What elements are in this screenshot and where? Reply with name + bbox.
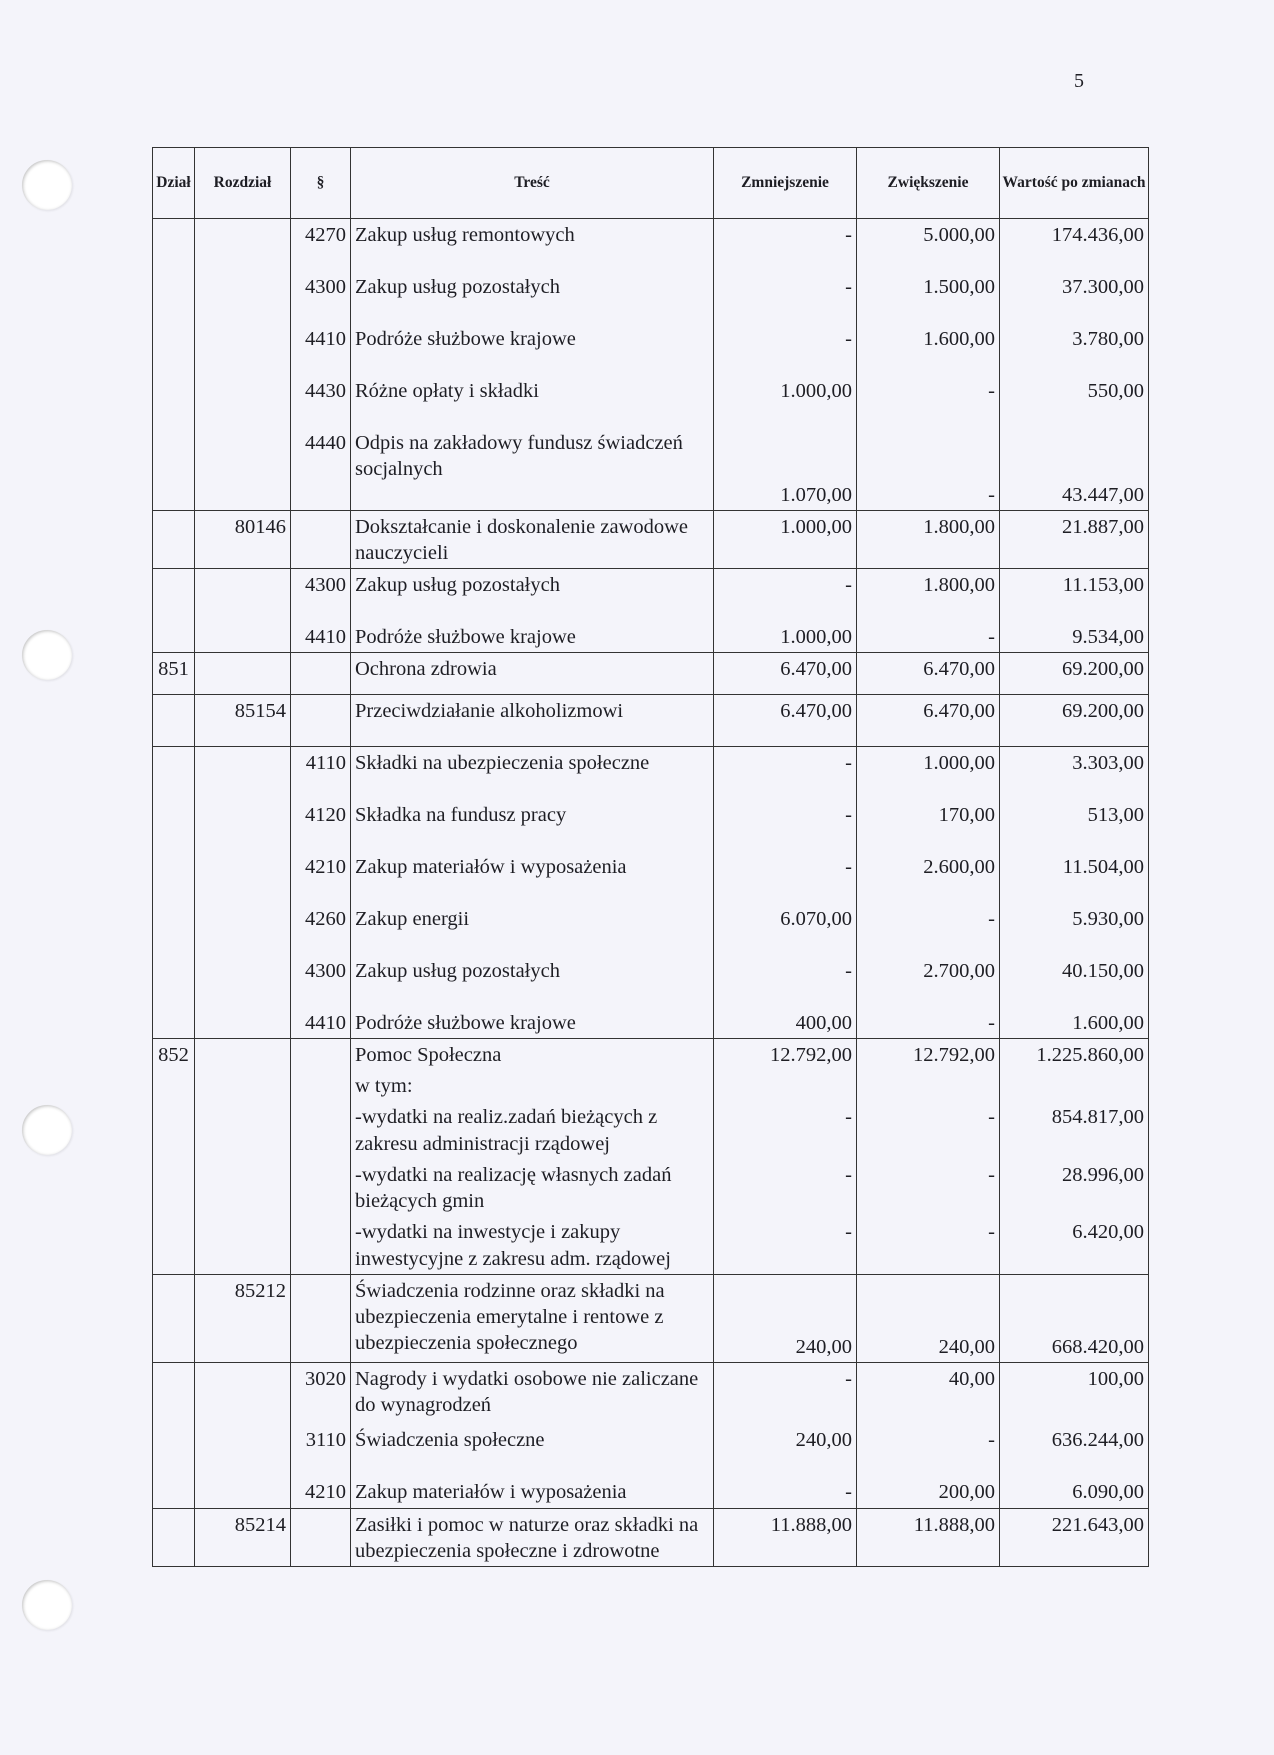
cell-zwi: 11.888,00	[857, 1508, 1000, 1566]
table-row	[153, 1007, 1149, 1039]
cell-paragraf: 3110	[291, 1424, 351, 1476]
cell-zmn: -	[714, 1362, 857, 1424]
cell-zmn: -	[714, 955, 857, 1007]
cell-zwi: -	[857, 1007, 1000, 1039]
cell-tresc: Zakup usług remontowych	[351, 219, 714, 271]
cell-wart: 668.420,00	[1000, 1274, 1149, 1362]
cell-paragraf	[291, 1070, 351, 1101]
cell-dzial	[153, 1508, 195, 1566]
cell-paragraf	[291, 1216, 351, 1274]
table-row	[153, 1274, 1149, 1362]
cell-rozdzial	[195, 1362, 291, 1424]
cell-tresc: Podróże służbowe krajowe	[351, 323, 714, 375]
cell-zmn: -	[714, 1216, 857, 1274]
cell-wart: 37.300,00	[1000, 271, 1149, 323]
cell-dzial	[153, 375, 195, 427]
cell-paragraf: 4300	[291, 955, 351, 1007]
cell-paragraf: 4110	[291, 747, 351, 799]
cell-zwi: -	[857, 903, 1000, 955]
cell-zwi: 1.500,00	[857, 271, 1000, 323]
table-row	[153, 375, 1149, 427]
table-row	[153, 653, 1149, 695]
cell-rozdzial	[195, 323, 291, 375]
cell-rozdzial	[195, 427, 291, 511]
cell-wart: 1.225.860,00	[1000, 1038, 1149, 1070]
cell-zwi: -	[857, 427, 1000, 511]
cell-wart: 43.447,00	[1000, 427, 1149, 511]
cell-zmn: -	[714, 1159, 857, 1216]
cell-zmn	[714, 1070, 857, 1101]
cell-paragraf: 4270	[291, 219, 351, 271]
cell-paragraf	[291, 695, 351, 747]
cell-dzial	[153, 1476, 195, 1508]
table-row	[153, 511, 1149, 569]
cell-dzial	[153, 1274, 195, 1362]
cell-zwi	[857, 1070, 1000, 1101]
cell-zmn: 6.070,00	[714, 903, 857, 955]
cell-rozdzial	[195, 569, 291, 621]
cell-rozdzial	[195, 1159, 291, 1216]
table-row	[153, 1362, 1149, 1424]
cell-dzial	[153, 1159, 195, 1216]
cell-rozdzial	[195, 955, 291, 1007]
cell-tresc: Nagrody i wydatki osobowe nie zaliczane do wynagrodzeń	[351, 1362, 714, 1424]
header-paragraf: §	[291, 148, 351, 219]
cell-dzial	[153, 323, 195, 375]
cell-zwi: -	[857, 1159, 1000, 1216]
cell-tresc: Zasiłki i pomoc w naturze oraz składki na ubezpieczenia społeczne i zdrowotne	[351, 1508, 714, 1566]
cell-paragraf: 4430	[291, 375, 351, 427]
cell-zmn: 1.000,00	[714, 621, 857, 653]
cell-zwi: -	[857, 1216, 1000, 1274]
cell-zmn: -	[714, 569, 857, 621]
cell-paragraf: 4440	[291, 427, 351, 511]
punch-hole-middle	[22, 630, 72, 680]
cell-zmn: -	[714, 799, 857, 851]
cell-rozdzial	[195, 621, 291, 653]
cell-zmn: -	[714, 219, 857, 271]
cell-tresc: -wydatki na realiz.zadań bieżących z zakresu administracji rządowej	[351, 1101, 714, 1158]
cell-rozdzial	[195, 1216, 291, 1274]
cell-zwi: -	[857, 621, 1000, 653]
cell-tresc: Składka na fundusz pracy	[351, 799, 714, 851]
table-row	[153, 1508, 1149, 1566]
cell-zmn: 240,00	[714, 1424, 857, 1476]
cell-dzial	[153, 903, 195, 955]
cell-wart: 40.150,00	[1000, 955, 1149, 1007]
table-header-row	[153, 148, 1149, 219]
cell-tresc: Zakup materiałów i wyposażenia	[351, 851, 714, 903]
table-row	[153, 903, 1149, 955]
cell-tresc: Odpis na zakładowy fundusz świadczeń socjalnych	[351, 427, 714, 511]
cell-zwi: 1.600,00	[857, 323, 1000, 375]
table-row	[153, 955, 1149, 1007]
cell-rozdzial	[195, 903, 291, 955]
cell-rozdzial: 85214	[195, 1508, 291, 1566]
cell-paragraf: 4210	[291, 851, 351, 903]
cell-wart: 854.817,00	[1000, 1101, 1149, 1158]
cell-wart: 100,00	[1000, 1362, 1149, 1424]
cell-dzial	[153, 1070, 195, 1101]
cell-rozdzial	[195, 271, 291, 323]
cell-zmn: 400,00	[714, 1007, 857, 1039]
cell-dzial	[153, 799, 195, 851]
table-row	[153, 427, 1149, 511]
cell-wart: 9.534,00	[1000, 621, 1149, 653]
cell-wart: 5.930,00	[1000, 903, 1149, 955]
cell-dzial	[153, 621, 195, 653]
punch-hole-top	[22, 160, 72, 210]
cell-zwi: 200,00	[857, 1476, 1000, 1508]
cell-paragraf	[291, 653, 351, 695]
cell-wart: 636.244,00	[1000, 1424, 1149, 1476]
cell-zmn: 6.470,00	[714, 653, 857, 695]
punch-hole-bottom	[22, 1580, 72, 1630]
cell-zmn: 6.470,00	[714, 695, 857, 747]
table-row	[153, 799, 1149, 851]
cell-rozdzial	[195, 375, 291, 427]
cell-tresc: Podróże służbowe krajowe	[351, 621, 714, 653]
cell-paragraf	[291, 1274, 351, 1362]
cell-wart: 28.996,00	[1000, 1159, 1149, 1216]
cell-wart: 11.153,00	[1000, 569, 1149, 621]
cell-dzial	[153, 851, 195, 903]
cell-zwi: 1.800,00	[857, 569, 1000, 621]
cell-tresc: Zakup materiałów i wyposażenia	[351, 1476, 714, 1508]
cell-tresc: Zakup usług pozostałych	[351, 271, 714, 323]
cell-wart: 21.887,00	[1000, 511, 1149, 569]
cell-dzial	[153, 511, 195, 569]
table-row	[153, 271, 1149, 323]
cell-rozdzial: 85154	[195, 695, 291, 747]
cell-zwi: 1.800,00	[857, 511, 1000, 569]
cell-rozdzial: 85212	[195, 1274, 291, 1362]
cell-dzial	[153, 1424, 195, 1476]
cell-dzial	[153, 569, 195, 621]
cell-zmn: 12.792,00	[714, 1038, 857, 1070]
cell-zwi: 1.000,00	[857, 747, 1000, 799]
table-row	[153, 851, 1149, 903]
cell-dzial	[153, 1216, 195, 1274]
cell-dzial	[153, 955, 195, 1007]
cell-dzial	[153, 1007, 195, 1039]
cell-zmn: -	[714, 851, 857, 903]
cell-rozdzial	[195, 799, 291, 851]
header-tresc: Treść	[351, 148, 714, 219]
cell-paragraf: 4260	[291, 903, 351, 955]
header-rozdzial: Rozdział	[195, 148, 291, 219]
cell-tresc: -wydatki na inwestycje i zakupy inwestycyjne z zakresu adm. rządowej	[351, 1216, 714, 1274]
header-zmniejszenie: Zmniejszenie	[714, 148, 857, 219]
cell-dzial: 851	[153, 653, 195, 695]
cell-paragraf	[291, 1159, 351, 1216]
cell-dzial	[153, 1362, 195, 1424]
table-row	[153, 1476, 1149, 1508]
cell-dzial	[153, 427, 195, 511]
cell-tresc: Pomoc Społeczna	[351, 1038, 714, 1070]
cell-zmn: 1.070,00	[714, 427, 857, 511]
cell-tresc: w tym:	[351, 1070, 714, 1101]
cell-wart: 550,00	[1000, 375, 1149, 427]
cell-paragraf	[291, 511, 351, 569]
cell-dzial	[153, 1101, 195, 1158]
cell-rozdzial	[195, 653, 291, 695]
cell-zwi: 40,00	[857, 1362, 1000, 1424]
cell-zmn: 1.000,00	[714, 375, 857, 427]
table-row	[153, 219, 1149, 271]
cell-tresc: Zakup energii	[351, 903, 714, 955]
cell-dzial	[153, 695, 195, 747]
cell-tresc: Dokształcanie i doskonalenie zawodowe nauczycieli	[351, 511, 714, 569]
cell-zmn: -	[714, 271, 857, 323]
cell-rozdzial	[195, 1424, 291, 1476]
cell-paragraf: 4120	[291, 799, 351, 851]
cell-rozdzial	[195, 851, 291, 903]
header-wartosc: Wartość po zmianach	[1000, 148, 1149, 219]
cell-zwi: -	[857, 1424, 1000, 1476]
cell-zmn: 240,00	[714, 1274, 857, 1362]
cell-rozdzial	[195, 747, 291, 799]
cell-zwi: -	[857, 375, 1000, 427]
cell-wart	[1000, 1070, 1149, 1101]
cell-tresc: Zakup usług pozostałych	[351, 955, 714, 1007]
punch-hole-lower	[22, 1105, 72, 1155]
cell-zmn: -	[714, 1101, 857, 1158]
cell-paragraf	[291, 1508, 351, 1566]
cell-zmn: -	[714, 323, 857, 375]
cell-wart: 3.780,00	[1000, 323, 1149, 375]
cell-zwi: 6.470,00	[857, 695, 1000, 747]
cell-paragraf	[291, 1101, 351, 1158]
cell-wart: 3.303,00	[1000, 747, 1149, 799]
table-row	[153, 1070, 1149, 1101]
table-row	[153, 1216, 1149, 1274]
cell-tresc: Przeciwdziałanie alkoholizmowi	[351, 695, 714, 747]
page-number: 5	[1074, 70, 1084, 92]
cell-dzial	[153, 271, 195, 323]
cell-paragraf: 4410	[291, 1007, 351, 1039]
cell-tresc: Składki na ubezpieczenia społeczne	[351, 747, 714, 799]
cell-wart: 513,00	[1000, 799, 1149, 851]
cell-rozdzial	[195, 219, 291, 271]
cell-zmn: 1.000,00	[714, 511, 857, 569]
cell-zwi: 240,00	[857, 1274, 1000, 1362]
cell-dzial: 852	[153, 1038, 195, 1070]
cell-dzial	[153, 747, 195, 799]
table-row	[153, 621, 1149, 653]
cell-wart: 11.504,00	[1000, 851, 1149, 903]
cell-tresc: Świadczenia społeczne	[351, 1424, 714, 1476]
budget-table	[152, 147, 1149, 1567]
cell-zwi: 5.000,00	[857, 219, 1000, 271]
cell-tresc: Ochrona zdrowia	[351, 653, 714, 695]
cell-zwi: 6.470,00	[857, 653, 1000, 695]
cell-zwi: 170,00	[857, 799, 1000, 851]
cell-paragraf: 4300	[291, 569, 351, 621]
table-row	[153, 1424, 1149, 1476]
cell-zmn: -	[714, 1476, 857, 1508]
table-row	[153, 695, 1149, 747]
cell-wart: 69.200,00	[1000, 653, 1149, 695]
cell-rozdzial	[195, 1038, 291, 1070]
cell-rozdzial	[195, 1101, 291, 1158]
cell-wart: 6.090,00	[1000, 1476, 1149, 1508]
cell-paragraf: 4210	[291, 1476, 351, 1508]
cell-wart: 1.600,00	[1000, 1007, 1149, 1039]
cell-tresc: Różne opłaty i składki	[351, 375, 714, 427]
cell-tresc: -wydatki na realizację własnych zadań bieżących gmin	[351, 1159, 714, 1216]
cell-wart: 6.420,00	[1000, 1216, 1149, 1274]
cell-paragraf: 4410	[291, 323, 351, 375]
table-row	[153, 1101, 1149, 1158]
cell-paragraf	[291, 1038, 351, 1070]
cell-tresc: Świadczenia rodzinne oraz składki na ubezpieczenia emerytalne i rentowe z ubezpieczenia społecznego	[351, 1274, 714, 1362]
cell-rozdzial	[195, 1476, 291, 1508]
table-row	[153, 569, 1149, 621]
cell-zmn: 11.888,00	[714, 1508, 857, 1566]
cell-dzial	[153, 219, 195, 271]
cell-tresc: Podróże służbowe krajowe	[351, 1007, 714, 1039]
cell-paragraf: 4300	[291, 271, 351, 323]
header-zwiekszenie: Zwiększenie	[857, 148, 1000, 219]
cell-rozdzial	[195, 1070, 291, 1101]
cell-zwi: 12.792,00	[857, 1038, 1000, 1070]
cell-zmn: -	[714, 747, 857, 799]
cell-zwi: 2.600,00	[857, 851, 1000, 903]
cell-wart: 174.436,00	[1000, 219, 1149, 271]
table-row	[153, 323, 1149, 375]
table-row	[153, 747, 1149, 799]
cell-paragraf: 3020	[291, 1362, 351, 1424]
header-dzial: Dział	[153, 148, 195, 219]
cell-zwi: -	[857, 1101, 1000, 1158]
table-row	[153, 1038, 1149, 1070]
table-row	[153, 1159, 1149, 1216]
cell-zwi: 2.700,00	[857, 955, 1000, 1007]
cell-rozdzial	[195, 1007, 291, 1039]
cell-tresc: Zakup usług pozostałych	[351, 569, 714, 621]
cell-paragraf: 4410	[291, 621, 351, 653]
cell-wart: 221.643,00	[1000, 1508, 1149, 1566]
cell-rozdzial: 80146	[195, 511, 291, 569]
cell-wart: 69.200,00	[1000, 695, 1149, 747]
